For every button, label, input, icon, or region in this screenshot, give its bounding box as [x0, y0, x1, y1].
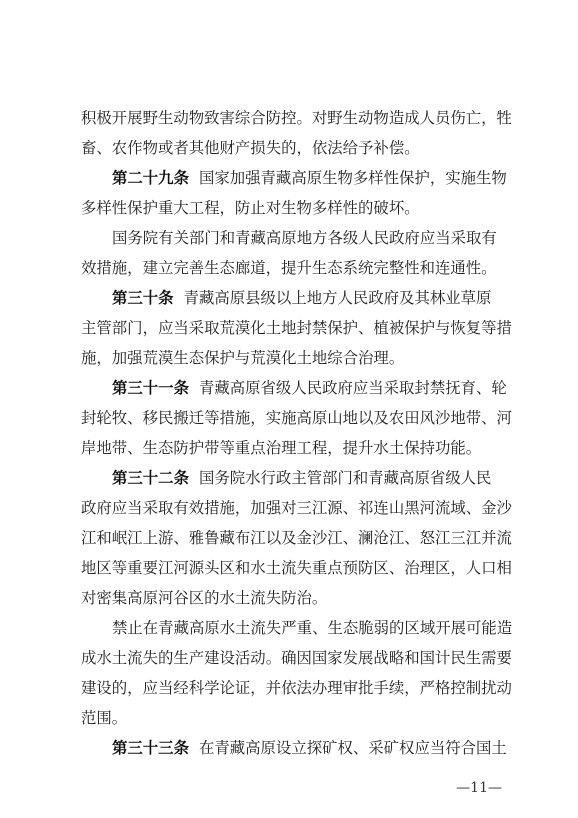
article-number: 第三十三条 — [112, 739, 189, 757]
article-text: 国务院水行政主管部门和青藏高原省级人民 — [198, 469, 492, 487]
article-number: 第三十条 — [112, 289, 174, 307]
text-line: 国务院有关部门和青藏高原地方各级人民政府应当采取有 — [112, 229, 497, 247]
text-line: 禁止在青藏高原水土流失严重、生态脆弱的区域开展可能造 — [112, 619, 513, 637]
text-line: 积极开展野生动物致害综合防控。对野生动物造成人员伤亡，牲 — [81, 109, 512, 127]
article-number: 第二十九条 — [112, 169, 189, 187]
text-line: 建设的，应当经科学论证，并依法办理审批手续，严格控制扰动 — [81, 679, 512, 697]
text-line: 主管部门，应当采取荒漠化土地封禁保护、植被保护与恢复等措 — [81, 319, 512, 337]
article-number: 第三十一条 — [112, 379, 189, 397]
text-line: 岸地带、生态防护带等重点治理工程，提升水土保持功能。 — [81, 439, 482, 457]
text-line: 成水土流失的生产建设活动。确因国家发展战略和国计民生需要 — [81, 649, 512, 667]
text-line: 江和岷江上游、雅鲁藏布江以及金沙江、澜沧江、怒江三江并流 — [81, 529, 512, 547]
text-line: 政府应当采取有效措施，加强对三江源、祁连山黑河流域、金沙 — [81, 499, 512, 517]
article-text: 国家加强青藏高原生物多样性保护，实施生物 — [198, 169, 507, 187]
text-line: 对密集高原河谷区的水土流失防治。 — [81, 589, 328, 607]
text-line: 畜、农作物或者其他财产损失的，依法给予补偿。 — [81, 139, 420, 157]
text-line: 施，加强荒漠生态保护与荒漠化土地综合治理。 — [81, 349, 405, 367]
text-line: 范围。 — [81, 709, 128, 727]
article-text: 在青藏高原设立探矿权、采矿权应当符合国土 — [198, 739, 507, 757]
article-line — [112, 738, 507, 758]
text-line: 封轮牧、移民搬迁等措施，实施高原山地以及农田风沙地带、河 — [81, 409, 512, 427]
article-line — [112, 378, 507, 398]
article-line — [112, 168, 507, 188]
text-line: 效措施，建立完善生态廊道，提升生态系统完整性和连通性。 — [81, 259, 497, 277]
article-number: 第三十二条 — [112, 469, 189, 487]
article-text: 青藏高原县级以上地方人民政府及其林业草原 — [183, 289, 492, 307]
article-line — [112, 288, 504, 308]
page-number: —11— — [456, 780, 502, 796]
article-line — [112, 468, 504, 488]
article-text: 青藏高原省级人民政府应当采取封禁抚育、轮 — [198, 379, 507, 397]
text-line: 多样性保护重大工程，防止对生物多样性的破坏。 — [81, 199, 420, 217]
text-line: 地区等重要江河源头区和水土流失重点预防区、治理区，人口相 — [81, 559, 512, 577]
